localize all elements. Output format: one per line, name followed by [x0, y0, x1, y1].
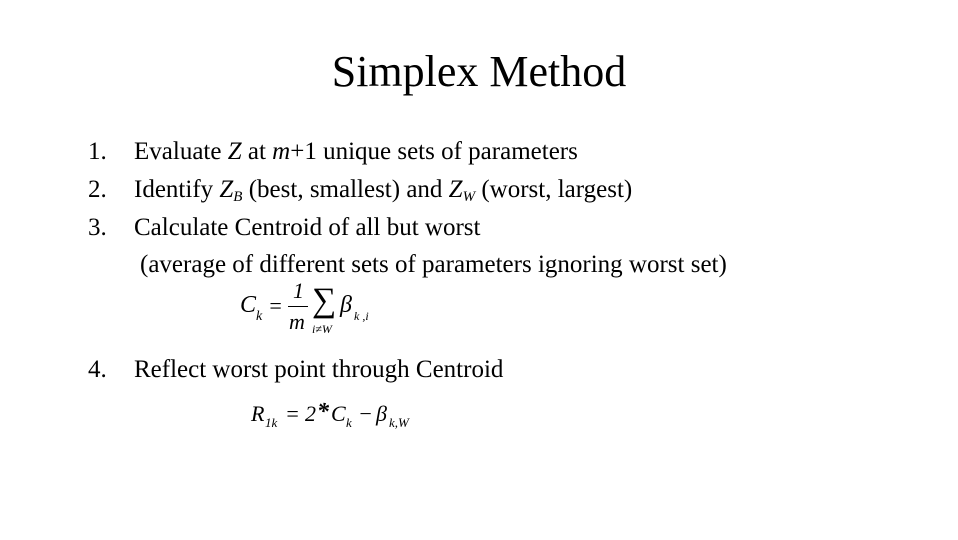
list-item — [88, 171, 928, 209]
eq2-beta-sub: k,W — [389, 415, 409, 430]
variable-m: m — [272, 138, 291, 165]
list-item — [88, 133, 928, 171]
item-text: Evaluate Z at m+1 unique sets of parameters — [134, 138, 578, 165]
subscript-b: B — [233, 189, 243, 205]
step-list — [88, 133, 928, 283]
eq1-numerator: 1 — [293, 278, 304, 303]
list-item — [88, 209, 928, 247]
eq2-equals: = — [285, 401, 300, 426]
eq1-equals: = — [268, 293, 283, 318]
eq1-sum-sub: i≠W — [312, 322, 332, 336]
item-number: 2. — [88, 176, 107, 203]
item-text: Identify $Z_B$ (best, smallest) and $Z_W$ (worst, largest) — [134, 176, 633, 205]
summation-icon: ∑ — [312, 282, 337, 319]
variable-z: Z — [227, 138, 242, 165]
eq2-coefficient: 2 — [305, 401, 316, 426]
eq1-denominator: m — [289, 309, 305, 334]
item-text: Reflect worst point through Centroid — [134, 356, 504, 383]
eq2-lhs-sub: 1k — [265, 415, 278, 430]
item-number: 4. — [88, 356, 107, 383]
item-text: Calculate Centroid of all but worst — [134, 214, 481, 241]
variable-z-best: Z — [219, 176, 234, 203]
eq1-beta-sub: k ,i — [354, 309, 369, 323]
item-number: 3. — [88, 214, 107, 241]
eq2-beta: β — [376, 401, 387, 426]
eq2-minus: − — [358, 401, 373, 426]
variable-z-worst: Z — [448, 176, 463, 203]
list-item — [88, 351, 928, 389]
eq1-lhs-sub: k — [256, 309, 263, 324]
eq1-beta: β — [340, 292, 352, 318]
slide-title: Simplex Method — [331, 47, 627, 96]
eq2-c-sub: k — [346, 415, 352, 430]
item-number: 1. — [88, 138, 107, 165]
item-continuation: (average of different sets of parameters ignoring worst set) — [140, 251, 727, 278]
eq2-times: * — [317, 399, 329, 425]
subscript-w: W — [462, 189, 476, 205]
eq1-lhs: C — [240, 292, 257, 318]
eq2-c: C — [331, 401, 346, 426]
fraction-bar — [288, 306, 308, 307]
eq2-lhs: R — [251, 401, 265, 426]
